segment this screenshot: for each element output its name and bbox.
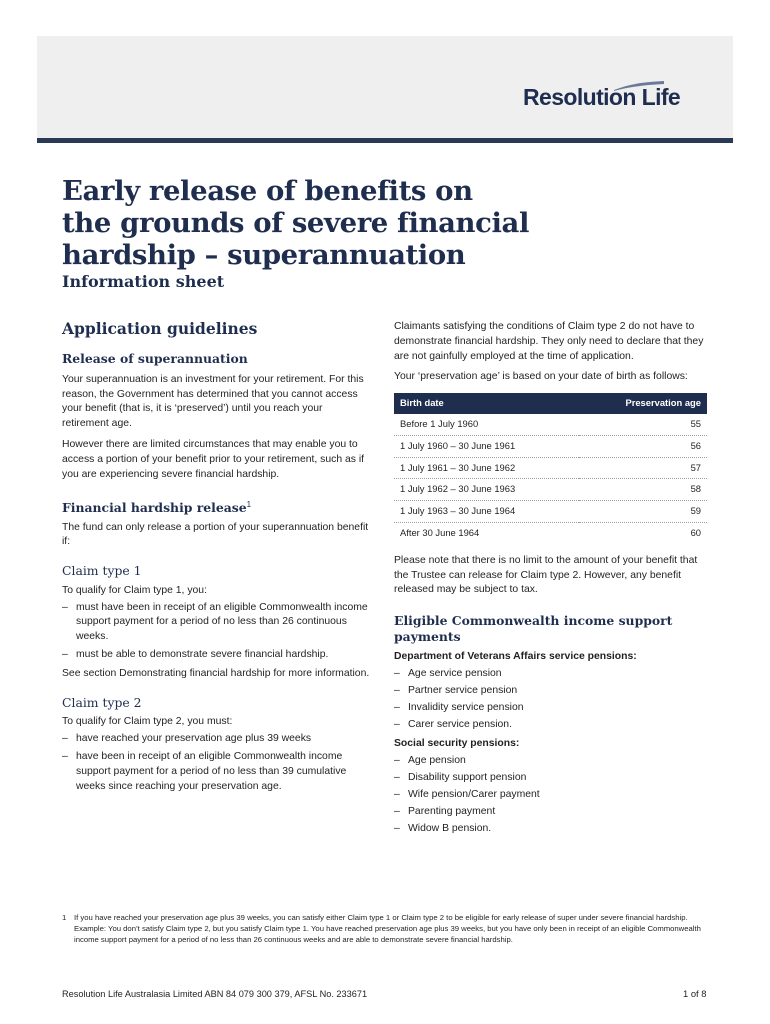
claim-type-1-heading: Claim type 1 [62, 563, 142, 579]
dva-list [394, 667, 708, 733]
footnote-text: If you have reached your preservation age plus 39 weeks, you can satisfy either Claim type 1 or Claim type 2 to be eligible for early release of super under severe financial hardship. Example: You don’t satisfy Claim type 2, but you satisfy Claim type 1. You have reached preservation age plus 39 weeks, but you have only been in receipt of an eligible Commonwealth income support payment for a period of no less than 26 continuous weeks and are able to demonstrate severe financial hardship. [74, 913, 701, 944]
social-security-label: Social security pensions: [394, 738, 520, 750]
table-cell: Before 1 July 1960 [394, 414, 579, 435]
logo [523, 84, 680, 114]
table-row [394, 479, 707, 501]
list-item: – Parenting payment [394, 805, 708, 820]
claim-type-1-intro: To qualify for Claim type 1, you: [62, 584, 207, 596]
title-line-2: the grounds of severe financial [62, 207, 529, 239]
footnote-number: 1 [62, 913, 67, 922]
title-line-3: hardship – superannuation [62, 239, 466, 271]
title-line-1: Early release of benefits on [62, 175, 473, 207]
list-item: – Wife pension/Carer payment [394, 788, 708, 803]
table-header-preservation-age: Preservation age [579, 393, 707, 414]
claim-type-1-see: See section Demonstrating financial hardship for more information. [62, 667, 370, 679]
footnote-marker: 1 [246, 500, 252, 510]
list-item: – Partner service pension [394, 684, 708, 699]
application-guidelines-heading: Application guidelines [62, 319, 258, 338]
hardship-heading [62, 497, 372, 516]
table-row [394, 501, 707, 523]
list-item: – must be able to demonstrate severe financial hardship. [62, 648, 372, 663]
claimants-paragraph: Claimants satisfying the conditions of Claim type 2 do not have to demonstrate financial hardship. They only need to declare that they are not gainfully employed at the time of application. [394, 321, 704, 362]
claim-type-2-list [62, 732, 372, 794]
page-subtitle: Information sheet [62, 272, 225, 291]
left-column [62, 320, 372, 794]
release-heading: Release of superannuation [62, 350, 248, 366]
table-row [394, 522, 707, 543]
list-item: – have reached your preservation age plus 39 weeks [62, 732, 372, 747]
header-rule [37, 138, 733, 143]
footer-company: Resolution Life Australasia Limited ABN 84 079 300 379, AFSL No. 233671 [62, 989, 368, 999]
table-row [394, 457, 707, 479]
claim-type-1-list [62, 601, 372, 663]
list-item: – Age service pension [394, 667, 708, 682]
table-cell: 1 July 1962 – 30 June 1963 [394, 479, 579, 501]
table-row [394, 435, 707, 457]
hardship-paragraph: The fund can only release a portion of your superannuation benefit if: [62, 521, 369, 548]
list-item: – Invalidity service pension [394, 701, 708, 716]
table-cell: 1 July 1961 – 30 June 1962 [394, 457, 579, 479]
right-column [394, 320, 708, 837]
table-header-birth-date: Birth date [394, 393, 579, 414]
note-paragraph: Please note that there is no limit to the amount of your benefit that the Trustee can release for Claim type 2. However, any benefit released may be subject to tax. [394, 554, 698, 596]
list-item: – Disability support pension [394, 771, 708, 786]
footnote [62, 912, 708, 945]
table-cell: 60 [690, 526, 701, 538]
social-security-list [394, 754, 708, 837]
table-cell: 55 [579, 414, 707, 435]
table-cell: 59 [579, 501, 707, 523]
page-title [62, 175, 582, 271]
list-item: – have been in receipt of an eligible Commonwealth income support payment for a period of no less than 39 cumulative weeks since reaching your preservation age. [62, 750, 372, 794]
table-cell: 57 [579, 457, 707, 479]
logo-swoosh-icon [614, 81, 664, 91]
page-number: 1 of 8 [683, 988, 707, 999]
release-paragraph-2: However there are limited circumstances that may enable you to access a portion of your benefit prior to your retirement, such as if you are experiencing severe financial hardship. [62, 438, 365, 480]
table-cell: 1 July 1960 – 30 June 1961 [394, 435, 579, 457]
table-header-row [394, 393, 707, 414]
preservation-age-table [394, 393, 707, 544]
list-item: – Widow B pension. [394, 822, 708, 837]
release-paragraph-1: Your superannuation is an investment for your retirement. For this reason, the Government has determined that you cannot access your benefit (that is, it is ‘preserved’) until you reach your retirement age. [62, 373, 364, 430]
dva-label: Department of Veterans Affairs service pensions: [394, 651, 637, 663]
hardship-heading-text: Financial hardship release [62, 500, 247, 516]
list-item: – Carer service pension. [394, 718, 708, 733]
table-cell: 1 July 1963 – 30 June 1964 [394, 501, 579, 523]
table-cell: After 30 June 1964 [400, 526, 480, 538]
table-cell: 56 [579, 435, 707, 457]
claim-type-2-heading: Claim type 2 [62, 694, 142, 710]
list-item: – Age pension [394, 754, 708, 769]
table-row [394, 414, 707, 435]
logo-text: Resolution Life [523, 84, 681, 110]
list-item: – must have been in receipt of an eligible Commonwealth income support payment for a period of no less than 26 continuous weeks. [62, 601, 372, 645]
preservation-paragraph: Your ‘preservation age’ is based on your date of birth as follows: [394, 371, 688, 383]
claim-type-2-intro: To qualify for Claim type 2, you must: [62, 716, 233, 728]
eligible-payments-heading: Eligible Commonwealth income support payments [394, 613, 673, 645]
table-cell: 58 [579, 479, 707, 501]
